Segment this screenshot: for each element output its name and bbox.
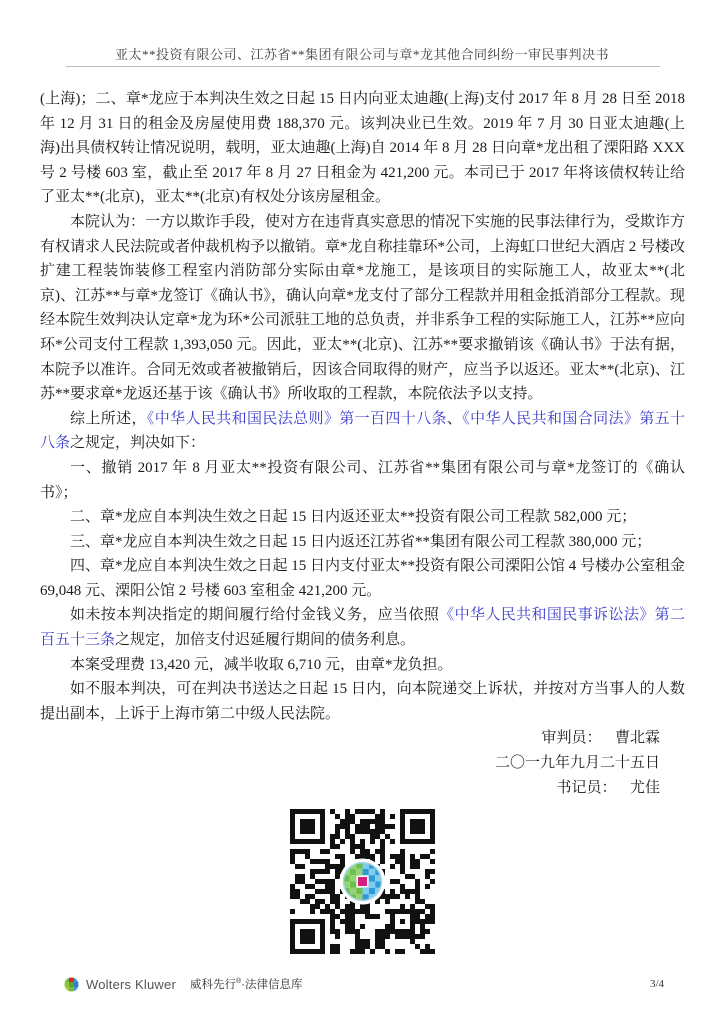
summary-prefix: 综上所述， [70, 410, 147, 427]
product-name: 威科先行 [189, 979, 236, 991]
header-divider [66, 66, 660, 67]
fee-paragraph: 本案受理费 13,420 元，减半收取 6,710 元，由章*龙负担。 [70, 656, 453, 673]
clerk-label: 书记员： [556, 779, 617, 796]
law-link-contract-law[interactable]: 《中华人民共和国合同法》第五十八条 [40, 410, 685, 452]
judge-name: 曹北霖 [614, 730, 660, 747]
page-number: 3/4 [649, 978, 664, 990]
summary-separator: 、 [446, 410, 463, 427]
product-text [190, 976, 303, 992]
registered-mark: ® [235, 978, 242, 986]
product-suffix: ·法律信息库 [241, 979, 303, 991]
interest-suffix: 之规定，加倍支付迟延履行期间的债务利息。 [115, 632, 416, 649]
signature-block [40, 726, 685, 800]
wolters-kluwer-globe-icon [64, 977, 79, 992]
law-link-civil-law-general-principles[interactable]: 《中华人民共和国民法总则》第一百四十八条 [146, 410, 447, 427]
court-opinion-paragraph: 本院认为：一方以欺诈手段，使对方在违背真实意思的情况下实施的民事法律行为，受欺诈方有权请求人民法院或者仲裁机构予以撤销。章*龙自称挂靠环*公司，上海虹口世纪大酒店 2 号楼改扩建工程装饰装修工程室内消防部分实际由章*龙施工，是该项目的实际施工人，故亚太**(北京)、江苏**与章*龙签订《确认书》，确认向章*龙支付了部分工程款并用租金抵消部分工程款。现经本院生效判决认定章*龙为环*公司派驻工地的总负责，并非系争工程的实际施工人，江苏**应向环*公司支付工程款 1,393,050 元。因此，亚太**(北京)、江苏**要求撤销该《确认书》于法有据，本院予以准许。合同无效或者被撤销后，因该合同取得的财产，应当予以返还。亚太**(北京)、江苏**要求章*龙返还基于该《确认书》所收取的工程款，本院依法予以支持。 [40, 213, 686, 403]
ruling-item-3: 三、章*龙应自本判决生效之日起 15 日内返还江苏省**集团有限公司工程款 380,000 元； [70, 533, 652, 550]
qr-row [40, 809, 685, 963]
judge-label: 审判员： [541, 730, 602, 747]
brand-text: Wolters Kluwer [86, 976, 176, 992]
interest-prefix: 如未按本判决指定的期间履行给付金钱义务，应当依照 [70, 607, 440, 624]
appeal-paragraph: 如不服本判决，可在判决书送达之日起 15 日内，向本院递交上诉状，并按对方当事人的人数提出副本，上诉于上海市第二中级人民法院。 [40, 681, 685, 722]
continuation-paragraph: (上海)；二、章*龙应于本判决生效之日起 15 日内向亚太迪趣(上海)支付 2017 年 8 月 28 日至 2018 年 12 月 31 日的租金及房屋使用费 188,370 元。该判决业已生效。2019 年 7 月 30 日亚太迪趣(上海)出具债权转让情况说明，载明，亚太迪趣(上海)自 2014 年 8 月 28 日向章*龙出租了溧阳路 XXX 号 2 号楼 603 室，截止至 2017 年 8 月 27 日租金为 421,200 元。本司已于 2017 年将该债权转让给了亚太**(北京)，亚太**(北京)有权处分该房屋租金。 [40, 91, 685, 206]
judge-line [40, 726, 660, 751]
document-title: 亚太**投资有限公司、江苏省**集团有限公司与章*龙其他合同纠纷一审民事判决书 [114, 47, 609, 62]
judgment-body [40, 87, 685, 963]
footer [64, 976, 664, 992]
ruling-item-4: 四、章*龙应自本判决生效之日起 15 日内支付亚太**投资有限公司溧阳公馆 4 号楼办公室租金 69,048 元、溧阳公馆 2 号楼 603 室租金 421,200 元。 [40, 558, 686, 599]
law-link-civil-procedure-law[interactable]: 《中华人民共和国民事诉讼法》第二百五十三条 [40, 607, 685, 649]
ruling-item-2: 二、章*龙应自本判决生效之日起 15 日内返还亚太**投资有限公司工程款 582,000 元； [70, 509, 637, 526]
qr-code [290, 809, 435, 954]
summary-suffix: 之规定，判决如下： [70, 435, 206, 452]
judgment-date: 二〇一九年九月二十五日 [494, 755, 660, 772]
clerk-line [40, 776, 660, 801]
clerk-name: 尤佳 [629, 779, 660, 796]
summary-paragraph [40, 407, 685, 456]
ruling-item-1: 一、撤销 2017 年 8 月亚太**投资有限公司、江苏省**集团有限公司与章*龙签订的《确认书》； [40, 459, 685, 501]
interest-paragraph [40, 603, 685, 652]
